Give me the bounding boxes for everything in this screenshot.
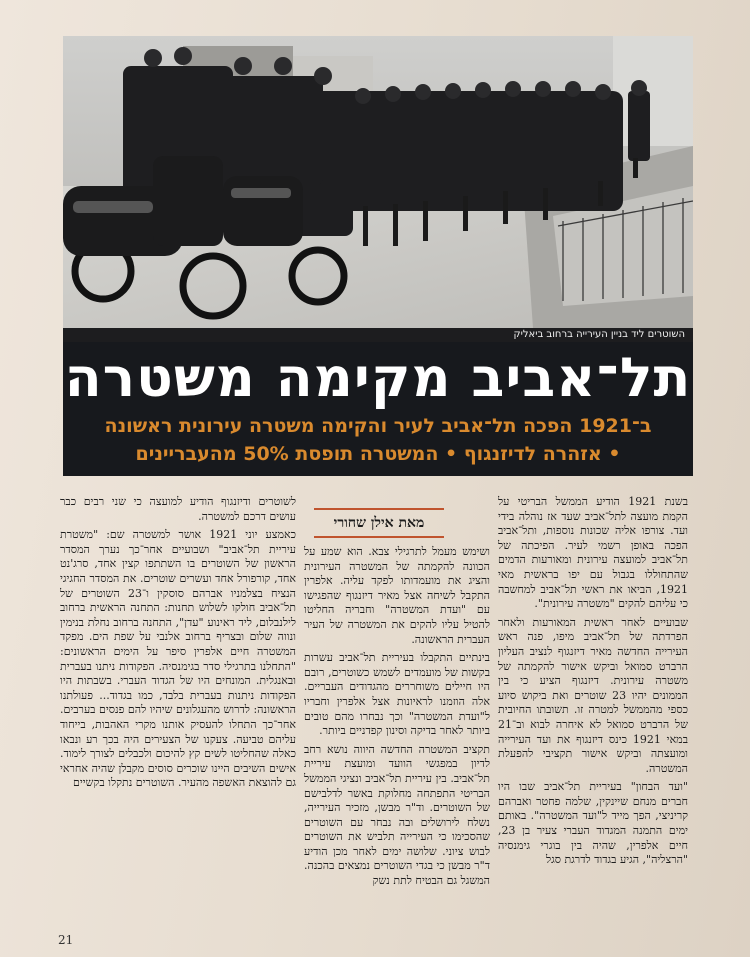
paragraph: בשנת 1921 הודיע הממשל הבריטי על הקמת מועצה לתל־אביב שעד אז נוהלה בידי ועד. צורפו אליה שכונות נוספות, ותל־אביב הפכה באופן רשמי לעיר. הפיכתה של תל־אביב למועצה עירונית ומאורעות הדמים שהתחוללו בגבול עם יפו בראשית מאי 1921, הביאו את ראשי תל־אביב למחשבה כי עליהם להקים "משטרה עירונית". (498, 495, 688, 611)
paragraph: כאמצע יוני 1921 אושר למשטרה שם: "משטרת עיריית תל־אביב" ושבועיים אחר־כך נערך המסדר הראשון של השוטרים בו השתתפו קצין אחד, סרג'נט אחד, קורפורל אחד ועשרים שוטרים. את המסדר החגיגי הנציח בצלמניו אברהם סוסקין ו־23 השוטרים של תל־אביב חולקו לשלוש תחנות: התחנה הראשית ברחוב לילנבלום, ליד ראינוע "עדן", התחנה ברחוב נחלת בנימין ונווה שלום ובצריף ברחוב אלנבי על שפת הים. מפקד המשטרה חיים אלפרין סיפר על הימים הראשונים: "התחלנו בתרגילי סדר בגימנסיה. הפקודות ניתנו בעברית ובאנגלית. המונחים היו של הגדוד העברי. בשבתות היו הפקודות ניתנות בעברית בלבד, כמו בגדוד... פעולתנו הראשונה: לדרוש מהעגלונים שיהיו להם פנסים בערבים. אחר־כך התחלו להעסיק אותנו מקרי האהבות, בייחוד עליהם טביעה. צעקנו של הצעירים היה בכך רע ונבאו כאלה שהחליטו לשים קץ להיכום ולכבלים לצורך לימוד. אישים השיבים היינו שוכרים סוסים מקבלן שהיה אחראי גם להוצאת האשפה מהעיר. השוטרים נתקלו בקשיים (60, 528, 296, 790)
paragraph: "ועד הבחון" בעיריית תל־אביב שבו היו חברים מנחם שיינקין, שלמה פחטר ואברהם קריניצי, הפך מייד ל"ועד המשטרה". באותם ימים התמנה המגדוד העברי צעיר בן 23, חיים אלפרין, שהיה בין בוגרי גימנסיה "הרצליה", הגיע בגדוד לדרגת סגל (498, 780, 688, 867)
headline: תל־אביב מקימה משטרה (64, 346, 692, 409)
photo-caption: השוטרים ליד בניין העירייה ברחוב ביאליק (63, 328, 693, 342)
article-column-left (60, 495, 296, 940)
historical-photo (63, 36, 693, 328)
subheadline-primary: ב־1921 הפכה תל־אביב לעיר והקימה משטרה עירונית ראשונה (104, 415, 652, 437)
subheadline-secondary: • אזהרה לדיזנגוף • המשטרה תופסת 50% מהעבריינים (135, 443, 621, 465)
paragraph: שבועיים לאחר ראשית המאורעות ולאחר הפרדתה של תל־אביב מיפו, פנה ראש העירייה החדשה מאיר דיזנגוף לנציב העליון הרברט סמואל וביקש אישור להקמתה של משטרה עירונית. דיזנגוף הציע כי בין הממונים יהיו 23 שוטרים ואת ביקוש סיוע כספי מהממשל למטרה זו. תשובתו החיובית של הרברט סמואל לא איחרה לבוא וב־21 במאי 1921 כינס דיזנגוף את ועד העירייה ומועצתה וביקש אישור תקציבי להפעלת המשטרה. (498, 615, 688, 775)
author-byline: מאת אילן שחורי (314, 508, 444, 538)
paragraph: תקציב המשטרה החדשה היווה נושא רחב לדיון במפגשי הוועד ומועצת עיריית תל־אביב. בין עיריית תל־אביב ונציגי הממשל הבריטי התפתחה מחלוקת באשר לדלבישם של השוטרים. וד"ר מבשן, מזכיר העירייה, נשלח לירושלים ובה נבחר עם השוטרים שהסכימו כי העירייה תלביש את השוטרים לבוש ציוני. שלושה ימים לאחר מכן הודיע ד"ר מבשן כי בגדי השוטרים נמצאים בהכנה. המשגל גם הבטיח לתת נשק (304, 742, 490, 888)
headline-banner (63, 342, 693, 476)
paragraph: בינתיים התקבלו בעיריית תל־אביב עשרות בקשות של מועמדים לשמש כשוטרים, רובם היו חיילים משוחררים מהגדודים העבריים. אלה הוזמנו לראיונות אצל אלפרין וחבריו ל"ועדת המשטרה" וכך נבחרו מהם טובים ביותר לאחר בדיקה וסינון קפדניים ביותר. (304, 651, 490, 738)
article-column-middle (304, 545, 490, 940)
paragraph: לשוטרים ודיזנגוף הודיע למועצה כי שני רבים כבר עושים דרכם למשטרה. (60, 495, 296, 523)
article-column-right (498, 495, 688, 940)
paragraph: ושימש מעמל לתרגילי צבא. הוא שמע על הכוונה להקמתה של המשטרה העירונית והציג את מועמדותו לפקד עליה. אלפרין התקבל לשיחה אצל מאיר דיזנגוף שהפגישו עם "ועדת המשטרה" וחבריה החליטו להטיל עליו להקים את המשטרה של העיר העברית הראשונה. (304, 545, 490, 646)
page-number: 21 (58, 933, 74, 947)
police-parade-illustration (63, 36, 693, 328)
